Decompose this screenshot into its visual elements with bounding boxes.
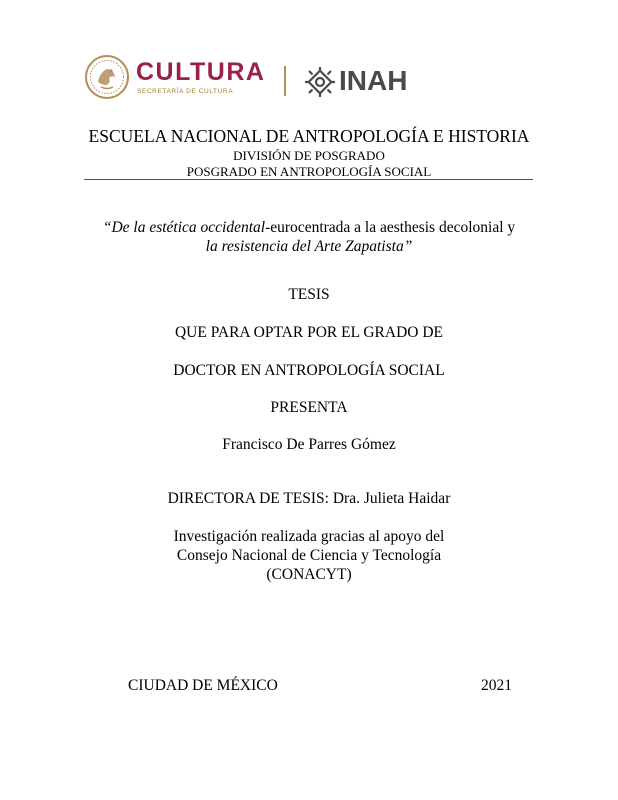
director-label: DIRECTORA DE TESIS: xyxy=(167,490,329,507)
funding-line-2: Consejo Nacional de Ciencia y Tecnología xyxy=(176,547,442,564)
logo-divider xyxy=(284,66,286,96)
year: 2021 xyxy=(481,677,512,694)
mexico-coat-of-arms-seal-icon xyxy=(84,54,130,100)
division-name: DIVISIÓN DE POSGRADO xyxy=(233,148,385,163)
inah-logo-wordmark: INAH xyxy=(339,65,408,96)
header-divider xyxy=(84,179,533,180)
document-type: TESIS xyxy=(288,286,330,303)
inah-emblem-icon xyxy=(303,65,337,99)
title-italic-part: “De la estética occidental xyxy=(102,219,266,236)
author-name: Francisco De Parres Gómez xyxy=(222,436,396,453)
cultura-logo-wordmark: CULTURA xyxy=(136,58,266,86)
degree-line-1: QUE PARA OPTAR POR EL GRADO DE xyxy=(174,324,444,341)
director-name: Dra. Julieta Haidar xyxy=(332,490,451,507)
thesis-title xyxy=(0,218,618,256)
presenta-label: PRESENTA xyxy=(270,399,348,416)
title-regular-part: -eurocentrada a la aesthesis decolonial y xyxy=(265,219,516,236)
cultura-logo-subtitle: SECRETARÍA DE CULTURA xyxy=(137,88,234,95)
funding-line-3: (CONACYT) xyxy=(266,566,352,583)
thesis-title-line-1 xyxy=(0,218,618,237)
degree-line-2: DOCTOR EN ANTROPOLOGÍA SOCIAL xyxy=(173,362,445,379)
program-name: POSGRADO EN ANTROPOLOGÍA SOCIAL xyxy=(186,164,432,179)
logo-bar xyxy=(84,52,424,110)
thesis-title-line-2: la resistencia del Arte Zapatista” xyxy=(205,238,413,255)
thesis-director xyxy=(0,489,618,508)
school-name: ESCUELA NACIONAL DE ANTROPOLOGÍA E HISTORIA xyxy=(88,126,530,146)
funding-line-1: Investigación realizada gracias al apoyo del xyxy=(173,528,445,545)
place: CIUDAD DE MÉXICO xyxy=(128,677,278,694)
